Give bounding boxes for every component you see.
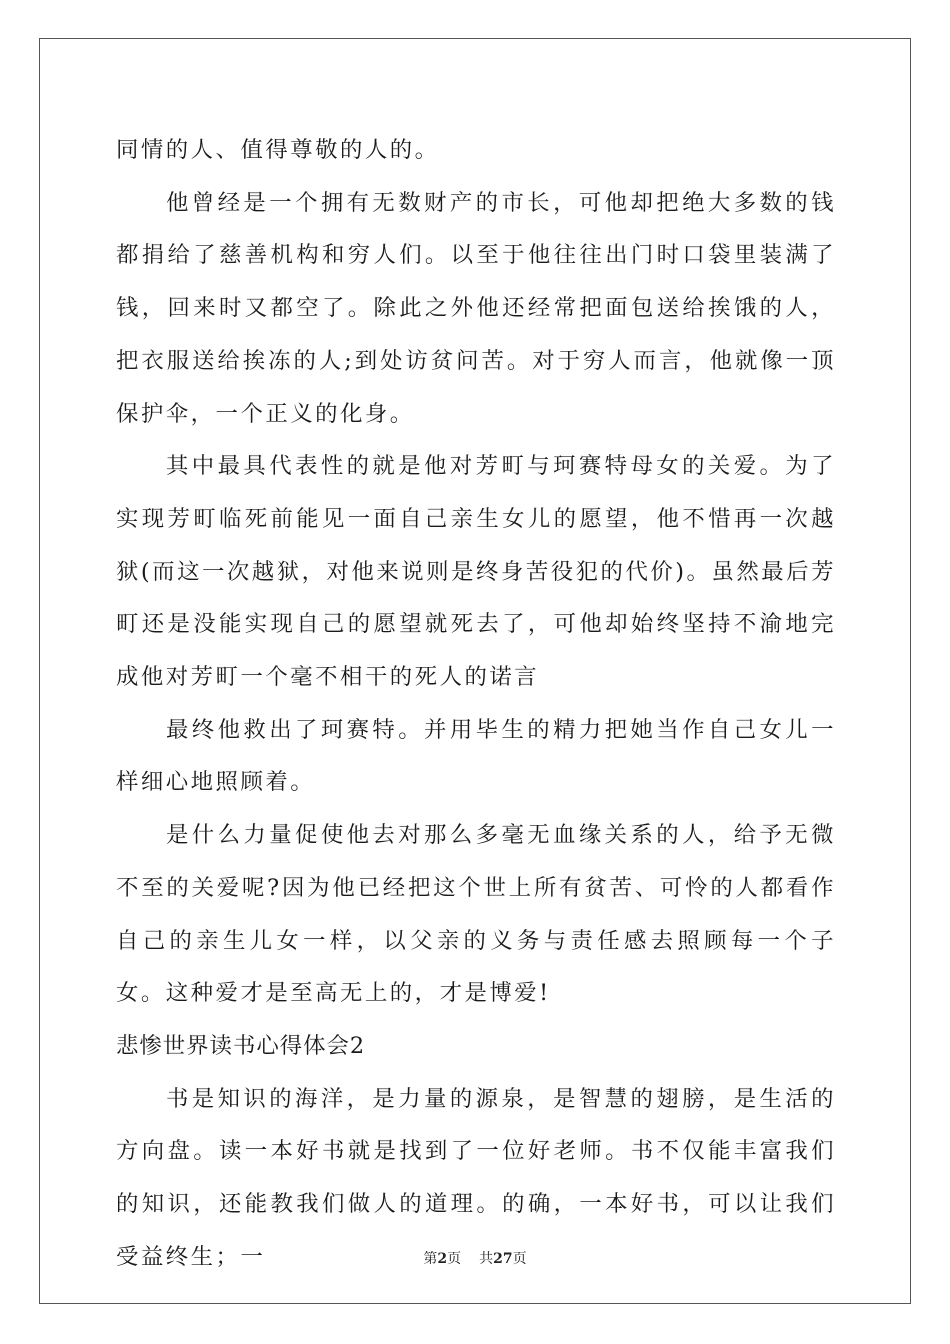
footer-total-prefix: 共	[479, 1251, 494, 1267]
paragraph-6: 书是知识的海洋，是力量的源泉，是智慧的翅膀，是生活的方向盘。读一本好书就是找到了一位好老师。书不仅能丰富我们的知识，还能教我们做人的道理。的确，一本好书，可以让我们受益终生；一	[116, 1085, 836, 1270]
footer-total-pages: 27	[493, 1251, 513, 1267]
paragraph-5: 是什么力量促使他去对那么多毫无血缘关系的人，给予无微不至的关爱呢?因为他已经把这个世上所有贫苦、可怜的人都看作自己的亲生儿女一样，以父亲的义务与责任感去照顾每一个子女。这种爱才是至高无上的，才是博爱!	[116, 822, 836, 1007]
footer-page-suffix: 页	[447, 1251, 462, 1267]
footer-prefix: 第	[423, 1251, 438, 1267]
footer-total-suffix: 页	[512, 1251, 527, 1267]
paragraph-1: 同情的人、值得尊敬的人的。	[116, 137, 440, 163]
footer-page-number: 2	[437, 1251, 448, 1267]
page-footer	[0, 1248, 950, 1268]
paragraph-4: 最终他救出了珂赛特。并用毕生的精力把她当作自己女儿一样细心地照顾着。	[116, 716, 836, 796]
paragraph-3: 其中最具代表性的就是他对芳町与珂赛特母女的关爱。为了实现芳町临死前能见一面自己亲生女儿的愿望，他不惜再一次越狱(而这一次越狱，对他来说则是终身苦役犯的代价)。虽然最后芳町还是没能实现自己的愿望就死去了，可他却始终坚持不渝地完成他对芳町一个毫不相干的死人的诺言	[116, 453, 836, 691]
paragraph-2: 他曾经是一个拥有无数财产的市长，可他却把绝大多数的钱都捐给了慈善机构和穷人们。以至于他往往出门时口袋里装满了钱，回来时又都空了。除此之外他还经常把面包送给挨饿的人，把衣服送给挨冻的人;到处访贫问苦。对于穷人而言，他就像一顶保护伞，一个正义的化身。	[116, 189, 836, 427]
section-heading: 悲惨世界读书心得体会2	[116, 1032, 366, 1059]
document-body	[116, 124, 836, 1283]
